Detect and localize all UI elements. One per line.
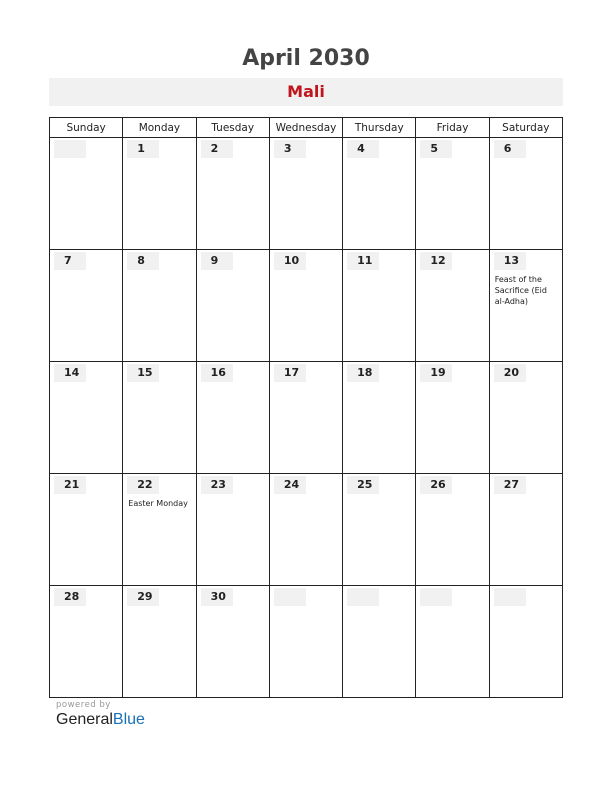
day-cell	[416, 138, 489, 250]
day-number: 1	[127, 140, 159, 158]
day-cell	[269, 474, 342, 586]
day-number: 5	[420, 140, 452, 158]
day-cell	[50, 138, 123, 250]
day-number	[347, 588, 379, 606]
day-number: 18	[347, 364, 379, 382]
day-number: 21	[54, 476, 86, 494]
country-name: Mali	[287, 82, 325, 101]
day-cell	[343, 474, 416, 586]
day-cell	[416, 250, 489, 362]
day-number	[494, 588, 526, 606]
day-cell	[489, 362, 562, 474]
week-row-4	[50, 474, 563, 586]
brand-logo[interactable]	[56, 711, 145, 729]
day-number: 20	[494, 364, 526, 382]
day-number: 4	[347, 140, 379, 158]
day-cell	[416, 474, 489, 586]
holiday-label: Feast of the Sacrifice (Eid al-Adha)	[494, 275, 547, 306]
day-cell	[50, 474, 123, 586]
brand-general-text: General	[56, 711, 113, 728]
weekday-saturday: Saturday	[489, 118, 562, 138]
day-number: 7	[54, 252, 86, 270]
day-cell	[343, 362, 416, 474]
day-cell	[50, 250, 123, 362]
day-cell	[269, 250, 342, 362]
day-number	[54, 140, 86, 158]
day-cell	[489, 586, 562, 698]
holiday-label: Easter Monday	[128, 499, 188, 508]
day-cell	[123, 250, 196, 362]
weekday-wednesday: Wednesday	[269, 118, 342, 138]
footer	[56, 700, 145, 729]
week-row-5	[50, 586, 563, 698]
day-number: 3	[274, 140, 306, 158]
day-cell	[50, 586, 123, 698]
day-number: 9	[201, 252, 233, 270]
day-number	[420, 588, 452, 606]
day-number: 14	[54, 364, 86, 382]
weekday-header-row	[50, 118, 563, 138]
day-cell	[489, 250, 562, 362]
day-cell	[416, 586, 489, 698]
day-number: 2	[201, 140, 233, 158]
weekday-thursday: Thursday	[343, 118, 416, 138]
day-number: 28	[54, 588, 86, 606]
calendar-title: April 2030	[242, 46, 370, 71]
day-cell	[123, 138, 196, 250]
day-cell	[196, 362, 269, 474]
day-number: 27	[494, 476, 526, 494]
day-number: 30	[201, 588, 233, 606]
day-number: 29	[127, 588, 159, 606]
day-cell	[269, 362, 342, 474]
day-number	[274, 588, 306, 606]
day-cell	[123, 474, 196, 586]
day-cell	[343, 250, 416, 362]
day-cell	[196, 250, 269, 362]
powered-by-label: powered by	[56, 700, 111, 710]
day-number: 6	[494, 140, 526, 158]
weekday-tuesday: Tuesday	[196, 118, 269, 138]
day-number: 25	[347, 476, 379, 494]
day-cell	[123, 586, 196, 698]
day-cell	[196, 474, 269, 586]
weekday-friday: Friday	[416, 118, 489, 138]
calendar-grid	[49, 117, 563, 698]
day-number: 10	[274, 252, 306, 270]
week-row-1	[50, 138, 563, 250]
day-number: 24	[274, 476, 306, 494]
day-number: 11	[347, 252, 379, 270]
day-cell	[196, 586, 269, 698]
brand-blue-text: Blue	[112, 711, 145, 728]
day-number: 19	[420, 364, 452, 382]
day-cell	[50, 362, 123, 474]
day-number: 8	[127, 252, 159, 270]
day-number: 23	[201, 476, 233, 494]
weekday-monday: Monday	[123, 118, 196, 138]
day-number: 12	[420, 252, 452, 270]
day-number: 13	[494, 252, 526, 270]
day-cell	[343, 586, 416, 698]
day-cell	[489, 138, 562, 250]
day-number: 16	[201, 364, 233, 382]
day-cell	[489, 474, 562, 586]
day-number: 15	[127, 364, 159, 382]
week-row-2	[50, 250, 563, 362]
day-cell	[343, 138, 416, 250]
day-number: 17	[274, 364, 306, 382]
country-banner	[49, 78, 563, 106]
day-cell	[269, 138, 342, 250]
day-number: 26	[420, 476, 452, 494]
week-row-3	[50, 362, 563, 474]
day-cell	[123, 362, 196, 474]
day-cell	[269, 586, 342, 698]
day-cell	[196, 138, 269, 250]
day-cell	[416, 362, 489, 474]
day-number: 22	[127, 476, 159, 494]
weekday-sunday: Sunday	[50, 118, 123, 138]
